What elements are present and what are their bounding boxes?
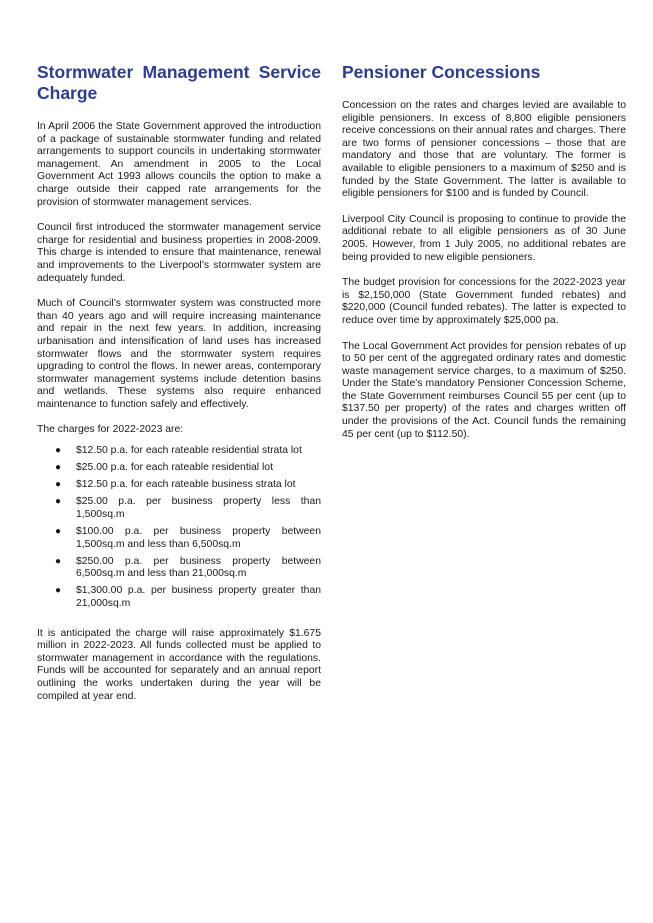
charge-item [37,462,321,475]
charge-text: $25.00 p.a. for each rateable residential lot [76,462,273,474]
charge-text: $25.00 p.a. per business property less than 1,500sq.m [76,496,321,520]
pensioner-paragraph-4: The Local Government Act provides for pension rebates of up to 50 per cent of the aggregated ordinary rates and domestic waste management service charges, to a maximum of $250. Under the State's mandatory Pensioner Concession Scheme, the State Government reimburses Council 55 per cent (up to $137.50 per property) of the rates and charges written off under the provisions of the Act. Council funds the remaining 45 per cent (up to $112.50). [342,340,626,440]
charges-intro: The charges for 2022-2023 are: [37,424,184,436]
stormwater-paragraph-1: In April 2006 the State Government approved the introduction of a package of sustainable stormwater funding and related arrangements to support councils in undertaking stormwater management. An amendment in 2005 to the Local Government Act 1993 allows councils the option to make a charge outside their capped rate arrangements for the provision of stormwater management services. [37,121,321,208]
bullet-icon: ● [55,585,62,597]
pensioner-section [342,62,626,454]
bullet-icon: ● [55,496,62,508]
charge-text: $1,300.00 p.a. per business property greater than 21,000sq.m [76,585,321,609]
stormwater-heading: Stormwater Management Service Charge [37,62,321,103]
charge-item [37,585,321,610]
pensioner-paragraph-3: The budget provision for concessions for the 2022-2023 year is $2,150,000 (State Government funded rebates) and $220,000 (Council funded rebates). The latter is expected to reduce over time by approximately $25,000 pa. [342,277,626,326]
stormwater-section [37,62,321,716]
bullet-icon: ● [55,462,62,474]
stormwater-closing: It is anticipated the charge will raise approximately $1.675 million in 2022-2023. All funds collected must be applied to stormwater management in accordance with the regulations. Funds will be accounted for separately and an annual report outlining the works undertaken during the year will be compiled at year end. [37,627,321,702]
charge-item [37,556,321,581]
stormwater-paragraph-3: Much of Council’s stormwater system was constructed more than 40 years ago and will require increasing maintenance and repair in the next few years. In addition, increasing urbanisation and intensification of land uses has increased stormwater flows and the stormwater system requires upgrading to control the flows. In newer areas, contemporary stormwater management systems include detention basins and wetlands. These systems also require enhanced maintenance to function safely and effectively. [37,298,321,410]
charge-item [37,479,321,492]
bullet-icon: ● [55,479,62,491]
pensioner-paragraph-1: Concession on the rates and charges levied are available to eligible pensioners. In excess of 8,800 eligible pensioners receive concessions on their annual rates and charges. There are two forms of pensioner concessions – those that are mandatory and those that are voluntary. The former is available to eligible pensioners to a maximum of $250 and is funded by the State Government. The latter is available to eligible pensioners for $100 and is funded by Council. [342,100,626,200]
charge-text: $12.50 p.a. for each rateable residential strata lot [76,445,302,457]
charges-list [37,445,321,611]
heading-gap [37,104,321,121]
charge-text: $12.50 p.a. for each rateable business strata lot [76,479,296,491]
charge-item [37,445,321,458]
charge-item [37,526,321,551]
bullet-icon: ● [55,526,62,538]
charge-text: $250.00 p.a. per business property between 6,500sq.m and less than 21,000sq.m [76,555,321,580]
heading-gap [342,83,626,100]
pensioner-paragraph-2: Liverpool City Council is proposing to continue to provide the additional rebate to all eligible pensioners as of 30 June 2005. However, from 1 July 2005, no additional rebates are being provided to new eligible pensioners. [342,213,626,263]
bullet-icon: ● [55,445,62,457]
pensioner-heading: Pensioner Concessions [342,62,541,82]
bullet-icon: ● [55,555,62,567]
stormwater-paragraph-2: Council first introduced the stormwater management service charge for residential and business properties in 2008-2009. This charge is intended to ensure that maintenance, renewal and improvements to the Liverpool’s stormwater system are adequately funded. [37,222,321,284]
charge-text: $100.00 p.a. per business property between 1,500sq.m and less than 6,500sq.m [76,526,321,550]
charge-item [37,496,321,521]
